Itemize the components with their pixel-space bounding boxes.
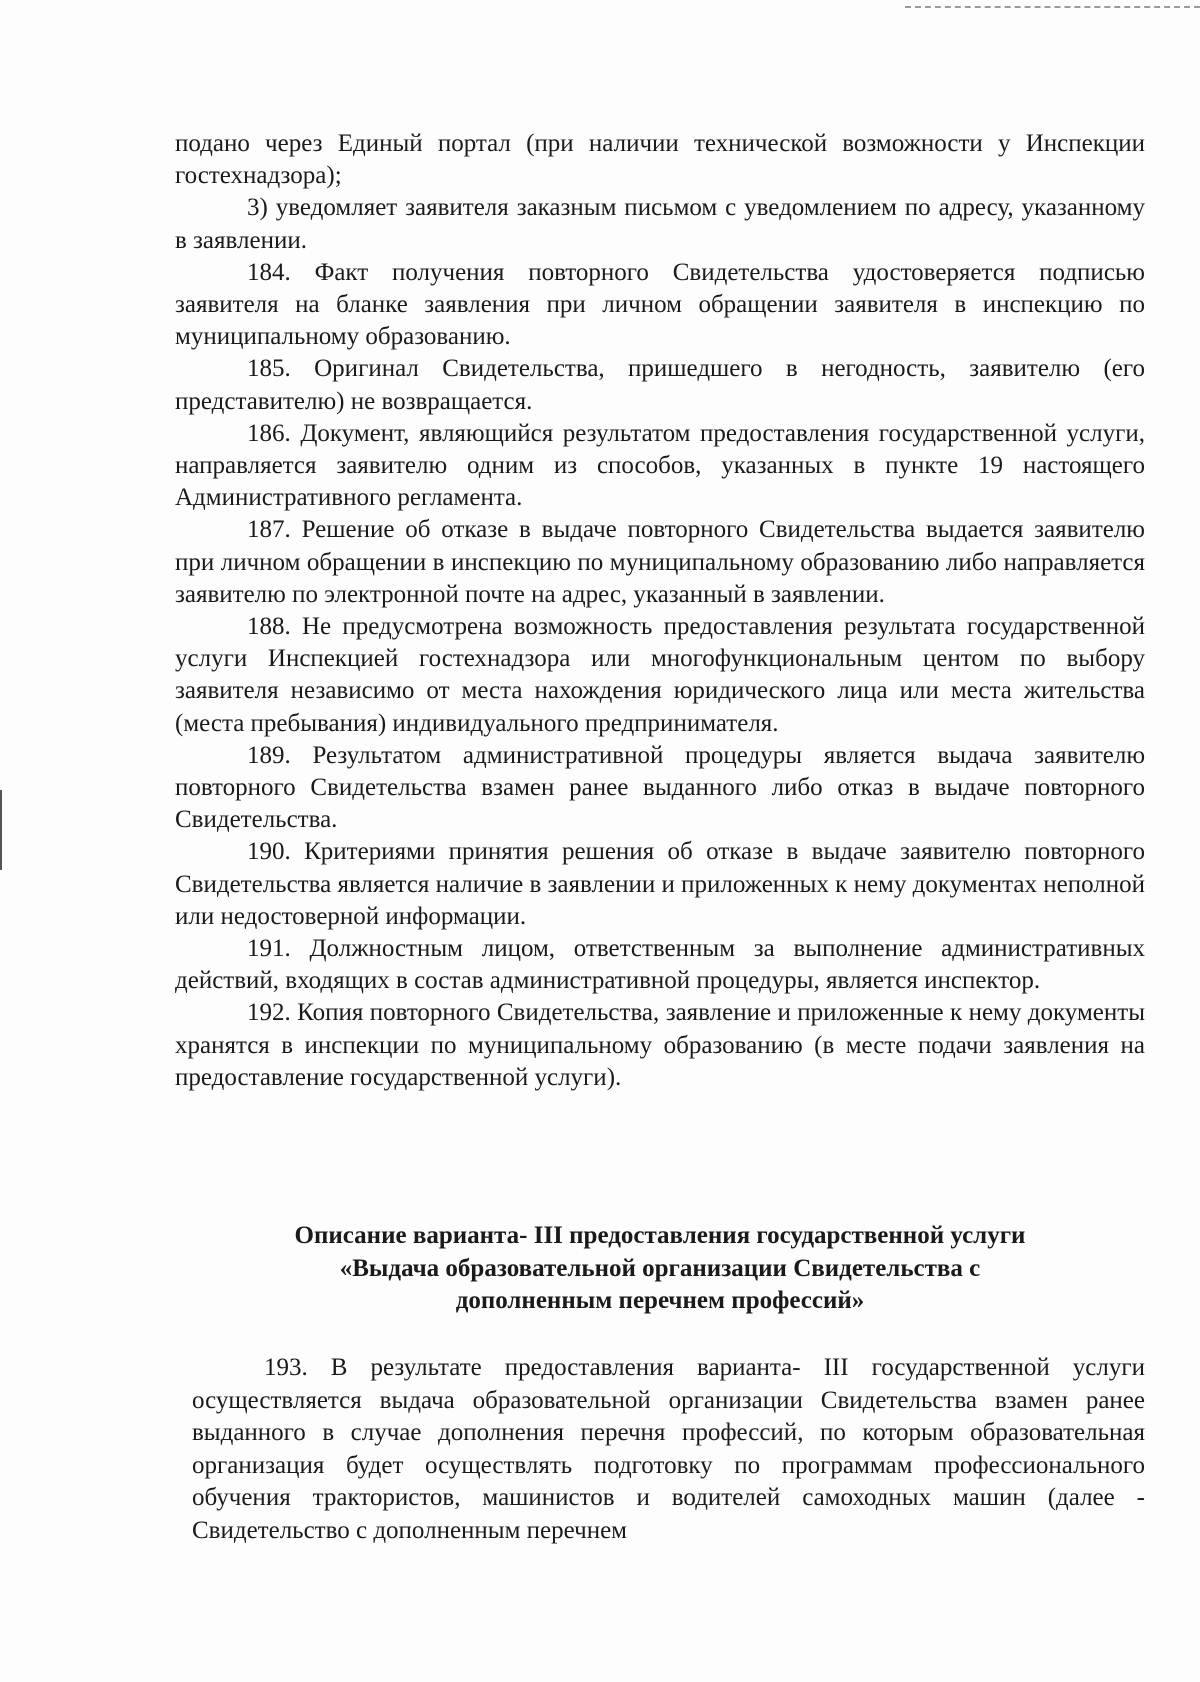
paragraph: 192. Копия повторного Свидетельства, заявление и приложенные к нему документы хранятся в инспекции по муниципальному образованию (в месте подачи заявления на предоставление государственной услуги).: [175, 999, 1145, 1091]
scan-edge-mark: [905, 6, 1200, 8]
paragraph: 185. Оригинал Свидетельства, пришедшего в негодность, заявителю (его представителю) не возвращается.: [175, 355, 1145, 415]
section-heading-line: Описание варианта- III предоставления государственной услуги: [294, 1222, 1026, 1249]
section-heading-line: дополненным перечнем профессий»: [455, 1287, 865, 1314]
paragraph: 193. В результате предоставления варианта- III государственной услуги осуществляется выдача образовательной организации Свидетельства взамен ранее выданного в случае дополнения перечня профессий, по которым образовательная организация будет осуществлять подготовку по программам профессионального обучения трактористов, машинистов и водителей самоходных машин (далее - Свидетельство с дополненным перечнем: [192, 1354, 1145, 1544]
scan-edge-mark: [0, 790, 2, 870]
paragraph: 188. Не предусмотрена возможность предоставления результата государственной услуги Инспекцией гостехнадзора или многофункциональным центом по выбору заявителя независимо от места нахождения юридического лица или места жительства (места пребывания) индивидуального предпринимателя.: [175, 613, 1145, 737]
paragraph: 184. Факт получения повторного Свидетельства удостоверяется подписью заявителя на бланке заявления при личном обращении заявителя в инспекцию по муниципальному образованию.: [175, 258, 1145, 351]
paragraph: 187. Решение об отказе в выдаче повторного Свидетельства выдается заявителю при личном обращении в инспекцию по муниципальному образованию либо направляется заявителю по электронной почте на адрес, указанный в заявлении.: [175, 516, 1145, 608]
paragraph: 3) уведомляет заявителя заказным письмом с уведомлением по адресу, указанному в заявлении.: [175, 194, 1145, 254]
paragraph: 190. Критериями принятия решения об отказе в выдаче заявителю повторного Свидетельства является наличие в заявлении и приложенных к нему документах неполной или недостоверной информации.: [175, 838, 1145, 930]
paragraph: 191. Должностным лицом, ответственным за выполнение административных действий, входящих в состав административной процедуры, является инспектор.: [175, 935, 1145, 995]
paragraph: 189. Результатом административной процедуры является выдача заявителю повторного Свидетельства взамен ранее выданного либо отказ в выдаче повторного Свидетельства.: [175, 741, 1145, 834]
paragraph: подано через Единый портал (при наличии технической возможности у Инспекции гостехнадзора);: [175, 130, 1145, 190]
paragraph: 186. Документ, являющийся результатом предоставления государственной услуги, направляется заявителю одним из способов, указанных в пункте 19 настоящего Административного регламента.: [175, 419, 1145, 512]
section-heading: [175, 1220, 1145, 1318]
body-text: [175, 128, 1145, 1094]
section-body: [192, 1352, 1145, 1547]
section-heading-line: «Выдача образовательной организации Свидетельства с: [339, 1254, 981, 1282]
